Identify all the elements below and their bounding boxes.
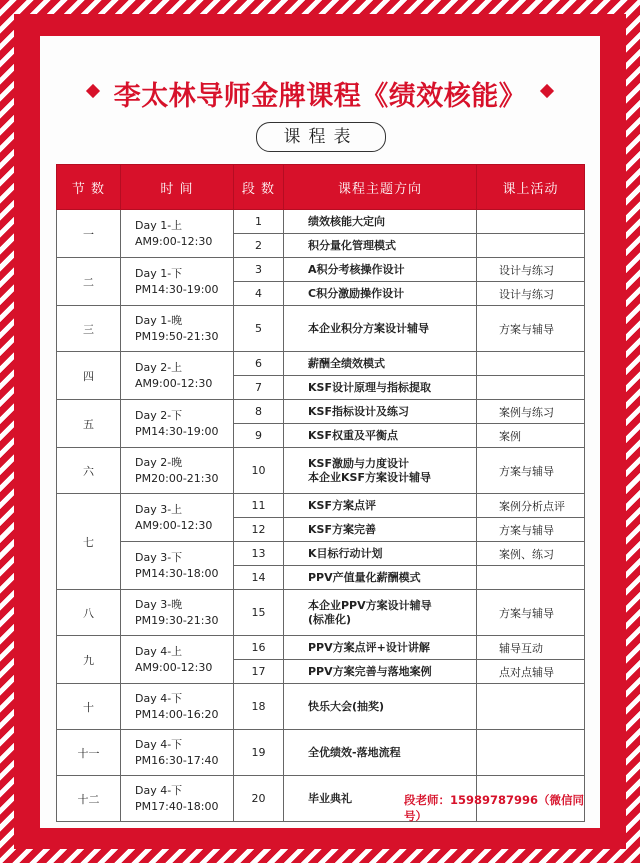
topic-text: 毕业典礼 <box>308 791 352 805</box>
contact-footer: 段老师：15989787996（微信同号） <box>404 793 585 823</box>
schedule-poster <box>40 36 600 828</box>
activity-cell: 方案与辅导 <box>477 448 585 494</box>
topic-text-line2: (标准化) <box>308 612 352 626</box>
segment-number: 15 <box>234 590 284 636</box>
segment-number: 4 <box>234 282 284 306</box>
table-row <box>57 258 585 282</box>
time-range: AM9:00-12:30 <box>135 660 213 674</box>
topic-text: KSF权重及平衡点 <box>308 428 398 442</box>
schedule-table <box>56 164 585 822</box>
time-cell <box>121 636 234 684</box>
topic-text: PPV方案点评+设计讲解 <box>308 640 430 654</box>
topic-cell <box>284 684 477 730</box>
day-label: Day 2-下 <box>135 408 183 422</box>
time-cell <box>121 684 234 730</box>
segment-number: 19 <box>234 730 284 776</box>
topic-text: KSF激励与力度设计 <box>308 456 409 470</box>
activity-cell: 案例与练习 <box>477 400 585 424</box>
activity-cell <box>477 730 585 776</box>
day-label: Day 3-下 <box>135 550 183 564</box>
day-label: Day 1-上 <box>135 218 183 232</box>
topic-text: KSF设计原理与指标提取 <box>308 380 431 394</box>
activity-cell <box>477 210 585 234</box>
section-number: 四 <box>57 352 121 400</box>
time-cell <box>121 730 234 776</box>
segment-number: 20 <box>234 776 284 822</box>
table-row <box>57 636 585 660</box>
section-number: 十二 <box>57 776 121 822</box>
section-number: 三 <box>57 306 121 352</box>
time-cell <box>121 776 234 822</box>
topic-cell <box>284 282 477 306</box>
time-cell <box>121 448 234 494</box>
segment-number: 6 <box>234 352 284 376</box>
topic-text: 本企业PPV方案设计辅导 <box>308 598 432 612</box>
segment-number: 18 <box>234 684 284 730</box>
activity-cell: 案例、练习 <box>477 542 585 566</box>
time-range: PM19:50-21:30 <box>135 329 219 343</box>
table-row <box>57 210 585 234</box>
header-section: 节 数 <box>57 165 121 210</box>
topic-cell <box>284 636 477 660</box>
time-range: PM14:30-19:00 <box>135 282 219 296</box>
time-range: PM19:30-21:30 <box>135 613 219 627</box>
topic-cell <box>284 424 477 448</box>
section-number: 九 <box>57 636 121 684</box>
segment-number: 8 <box>234 400 284 424</box>
topic-text: PPV方案完善与落地案例 <box>308 664 432 678</box>
header-activity: 课上活动 <box>477 165 585 210</box>
table-row <box>57 590 585 636</box>
section-number: 二 <box>57 258 121 306</box>
header-time: 时 间 <box>121 165 234 210</box>
topic-cell <box>284 234 477 258</box>
day-label: Day 3-上 <box>135 502 183 516</box>
segment-number: 16 <box>234 636 284 660</box>
time-cell <box>121 494 234 542</box>
table-row <box>57 352 585 376</box>
page-title: 李太林导师金牌课程《绩效核能》 <box>113 81 527 112</box>
activity-cell: 辅导互动 <box>477 636 585 660</box>
table-header-row <box>57 165 585 210</box>
topic-cell <box>284 306 477 352</box>
activity-cell <box>477 566 585 590</box>
activity-cell <box>477 376 585 400</box>
topic-text: 积分量化管理模式 <box>308 238 396 252</box>
day-label: Day 4-下 <box>135 737 183 751</box>
topic-text: K目标行动计划 <box>308 546 383 560</box>
time-cell <box>121 210 234 258</box>
segment-number: 1 <box>234 210 284 234</box>
time-cell <box>121 258 234 306</box>
segment-number: 13 <box>234 542 284 566</box>
time-cell <box>121 590 234 636</box>
day-label: Day 2-上 <box>135 360 183 374</box>
segment-number: 14 <box>234 566 284 590</box>
time-range: PM20:00-21:30 <box>135 471 219 485</box>
time-range: AM9:00-12:30 <box>135 376 213 390</box>
header-topic: 课程主题方向 <box>284 165 477 210</box>
topic-cell <box>284 210 477 234</box>
topic-cell <box>284 448 477 494</box>
time-range: PM17:40-18:00 <box>135 799 219 813</box>
time-range: PM14:00-16:20 <box>135 707 219 721</box>
topic-cell <box>284 376 477 400</box>
table-row <box>57 730 585 776</box>
time-range: PM14:30-19:00 <box>135 424 219 438</box>
topic-cell <box>284 660 477 684</box>
topic-text: C积分激励操作设计 <box>308 286 405 300</box>
topic-text: 绩效核能大定向 <box>308 214 385 228</box>
activity-cell <box>477 352 585 376</box>
topic-text-line2: 本企业KSF方案设计辅导 <box>308 470 431 484</box>
segment-number: 10 <box>234 448 284 494</box>
segment-number: 9 <box>234 424 284 448</box>
time-cell <box>121 352 234 400</box>
day-label: Day 4-下 <box>135 691 183 705</box>
segment-number: 2 <box>234 234 284 258</box>
day-label: Day 4-上 <box>135 644 183 658</box>
topic-text: KSF方案完善 <box>308 522 376 536</box>
topic-text: PPV产值量化薪酬模式 <box>308 570 421 584</box>
activity-cell: 案例分析点评 <box>477 494 585 518</box>
topic-text: 快乐大会(抽奖) <box>308 699 385 713</box>
topic-text: A积分考核操作设计 <box>308 262 405 276</box>
topic-cell <box>284 494 477 518</box>
table-row <box>57 448 585 494</box>
topic-cell <box>284 566 477 590</box>
topic-cell <box>284 352 477 376</box>
topic-cell <box>284 258 477 282</box>
day-label: Day 3-晚 <box>135 597 183 611</box>
section-number: 十一 <box>57 730 121 776</box>
topic-text: 全优绩效-落地流程 <box>308 745 401 759</box>
topic-text: 薪酬全绩效模式 <box>308 356 385 370</box>
topic-cell <box>284 730 477 776</box>
segment-number: 11 <box>234 494 284 518</box>
section-number: 十 <box>57 684 121 730</box>
segment-number: 7 <box>234 376 284 400</box>
time-cell <box>121 400 234 448</box>
time-range: AM9:00-12:30 <box>135 234 213 248</box>
page-subtitle: 课程表 <box>256 122 386 152</box>
section-number: 一 <box>57 210 121 258</box>
section-number: 八 <box>57 590 121 636</box>
topic-text: 本企业积分方案设计辅导 <box>308 321 429 335</box>
table-row <box>57 306 585 352</box>
activity-cell: 案例 <box>477 424 585 448</box>
topic-cell <box>284 590 477 636</box>
day-label: Day 2-晚 <box>135 455 183 469</box>
activity-cell: 设计与练习 <box>477 258 585 282</box>
activity-cell: 点对点辅导 <box>477 660 585 684</box>
topic-cell <box>284 542 477 566</box>
day-label: Day 4-下 <box>135 783 183 797</box>
time-range: PM14:30-18:00 <box>135 566 219 580</box>
section-number: 五 <box>57 400 121 448</box>
table-row <box>57 542 585 566</box>
segment-number: 3 <box>234 258 284 282</box>
activity-cell: 方案与辅导 <box>477 518 585 542</box>
activity-cell <box>477 234 585 258</box>
table-row <box>57 400 585 424</box>
day-label: Day 1-晚 <box>135 313 183 327</box>
topic-cell <box>284 400 477 424</box>
time-range: AM9:00-12:30 <box>135 518 213 532</box>
time-range: PM16:30-17:40 <box>135 753 219 767</box>
table-row <box>57 684 585 730</box>
topic-cell <box>284 518 477 542</box>
activity-cell: 设计与练习 <box>477 282 585 306</box>
time-cell <box>121 542 234 590</box>
topic-text: KSF指标设计及练习 <box>308 404 409 418</box>
day-label: Day 1-下 <box>135 266 183 280</box>
table-row <box>57 494 585 518</box>
activity-cell: 方案与辅导 <box>477 306 585 352</box>
time-cell <box>121 306 234 352</box>
segment-number: 17 <box>234 660 284 684</box>
section-number: 七 <box>57 494 121 590</box>
section-number: 六 <box>57 448 121 494</box>
activity-cell <box>477 684 585 730</box>
activity-cell: 方案与辅导 <box>477 590 585 636</box>
header-segment: 段 数 <box>234 165 284 210</box>
segment-number: 12 <box>234 518 284 542</box>
segment-number: 5 <box>234 306 284 352</box>
topic-text: KSF方案点评 <box>308 498 376 512</box>
